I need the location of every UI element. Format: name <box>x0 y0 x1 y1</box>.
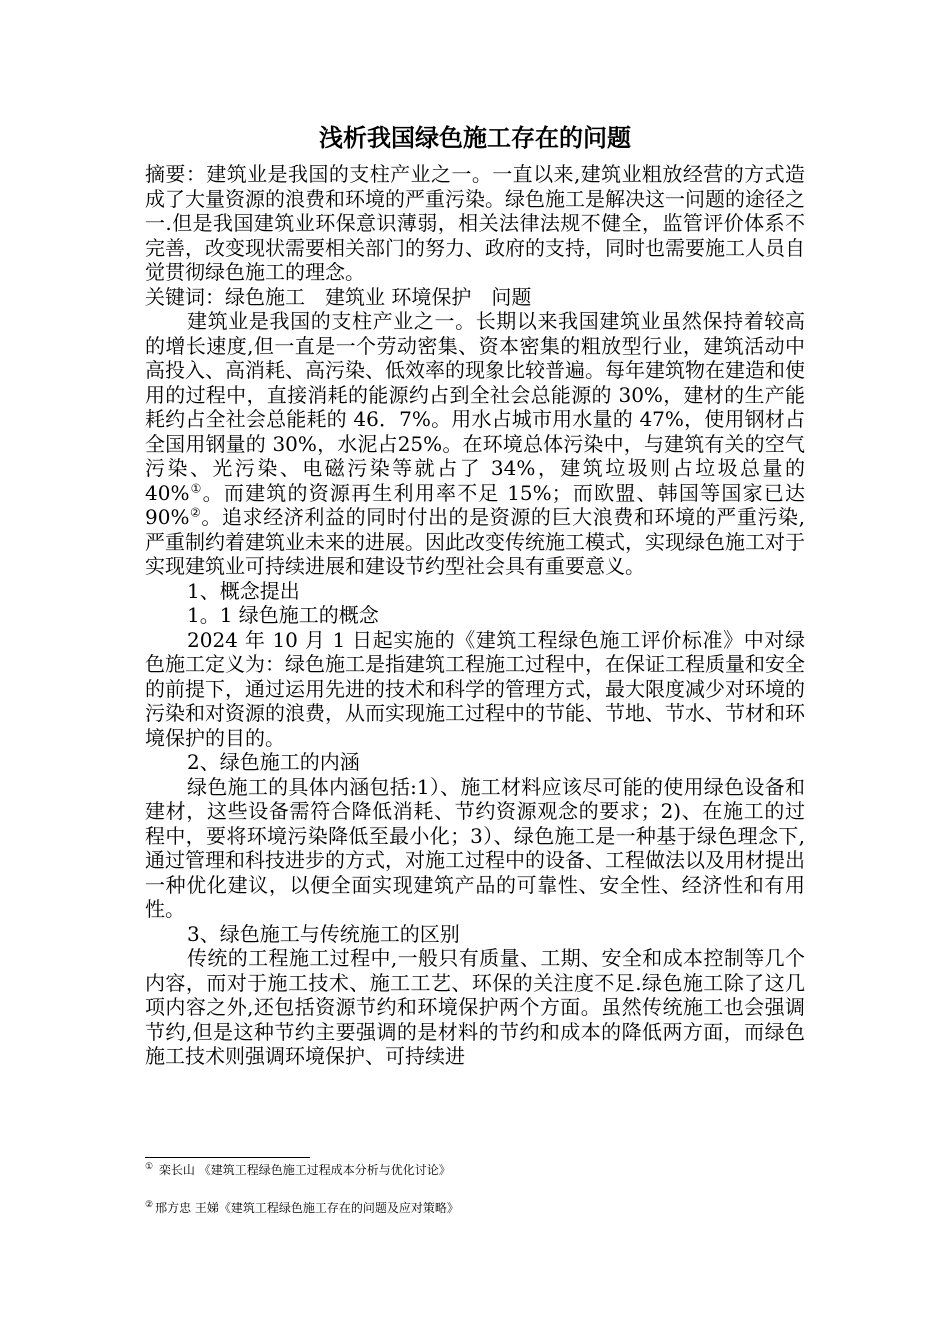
document-title: 浅析我国绿色施工存在的问题 <box>319 123 631 152</box>
difference-paragraph: 传统的工程施工过程中,一般只有质量、工期、安全和成本控制等几个内容，而对于施工技术、施工工艺、环保的关注度不足.绿色施工除了这几项内容之外,还包括资源节约和环境保护两个方面。虽然传统施工也会强调节约,但是这种节约主要强调的是材料的节约和成本的降低两方面，而绿色施工技术则强调环境保护、可持续进 <box>145 946 805 1068</box>
footnote-2-mark: ② <box>145 1200 154 1210</box>
keywords-line: 关键词：绿色施工 建筑业 环境保护 问题 <box>145 284 532 309</box>
section-heading-2: 2、绿色施工的内涵 <box>187 750 360 774</box>
abstract-paragraph: 摘要：建筑业是我国的支柱产业之一。一直以来,建筑业粗放经营的方式造成了大量资源的浪费和环境的严重污染。绿色施工是解决这一问题的途径之一.但是我国建筑业环保意识薄弱，相关法律法规不健全，监管评价体系不完善，改变现状需要相关部门的努力、政府的支持，同时也需要施工人员自觉贯彻绿色施工的理念。 <box>145 162 805 284</box>
intro-text-part-3: 。追求经济利益的同时付出的是资源的巨大浪费和环境的严重污染,严重制约着建筑业未来的进展。因此改变传统施工模式，实现绿色施工对于实现建筑业可持续进展和建设节约型社会具有重要意义。 <box>145 505 805 578</box>
concept-paragraph: 2024 年 10 月 1 日起实施的《建筑工程绿色施工评价标准》中对绿色施工定义为：绿色施工是指建筑工程施工过程中，在保证工程质量和安全的前提下，通过运用先进的技术和科学的管理方式，最大限度减少对环境的污染和对资源的浪费，从而实现施工过程中的节能、节地、节水、节材和环境保护的目的。 <box>145 627 805 750</box>
section-heading-1: 1、概念提出 <box>187 578 300 603</box>
footnote-1-text: 栾长山 《建筑工程绿色施工过程成本分析与优化讨论》 <box>155 1163 451 1177</box>
intro-text-part-1: 建筑业是我国的支柱产业之一。长期以来我国建筑业虽然保持着较高的增长速度,但一直是一个劳动密集、资本密集的粗放型行业，建筑活动中高投入、高消耗、高污染、低效率的现象比较普遍。每年建筑物在建造和使用的过程中，直接消耗的能源约占到全社会总能源的 30%，建材的生产能耗约占全社会总能耗的 46．7%。用水占城市用水量的 47%，使用钢材占全国用钢量的 30%，水泥占25%。在环境总体污染中，与建筑有关的空气污染、光污染、电磁污染等就占了 34%，建筑垃圾则占垃圾总量的 40% <box>145 309 805 505</box>
intro-paragraph <box>145 309 805 579</box>
footnote-ref-1: ① <box>189 480 203 495</box>
footnote-1-mark: ① <box>145 1162 154 1172</box>
footnote-divider <box>145 1157 310 1158</box>
footnote-2 <box>145 1200 805 1216</box>
document-body <box>145 162 805 1069</box>
connotation-paragraph: 绿色施工的具体内涵包括:1）、施工材料应该尽可能的使用绿色设备和建材，这些设备需符合降低消耗、节约资源观念的要求；2)、在施工的过程中，要将环境污染降低至最小化；3）、绿色施工是一种基于绿色理念下,通过管理和科技进步的方式，对施工过程中的设备、工程做法以及用材提出一种优化建议，以便全面实现建筑产品的可靠性、安全性、经济性和有用性。 <box>145 774 805 921</box>
intro-text-part-2: 。而建筑的资源再生利用率不足 15%；而欧盟、韩国等国家已达 90% <box>145 480 805 529</box>
footnote-2-text: 邢方忠 王娣《建筑工程绿色施工存在的问题及应对策略》 <box>155 1201 459 1215</box>
section-heading-3: 3、绿色施工与传统施工的区别 <box>187 921 460 946</box>
footnote-ref-2: ② <box>189 505 202 520</box>
footnote-1 <box>145 1162 805 1178</box>
subsection-heading-1-1: 1。1 绿色施工的概念 <box>187 603 379 627</box>
